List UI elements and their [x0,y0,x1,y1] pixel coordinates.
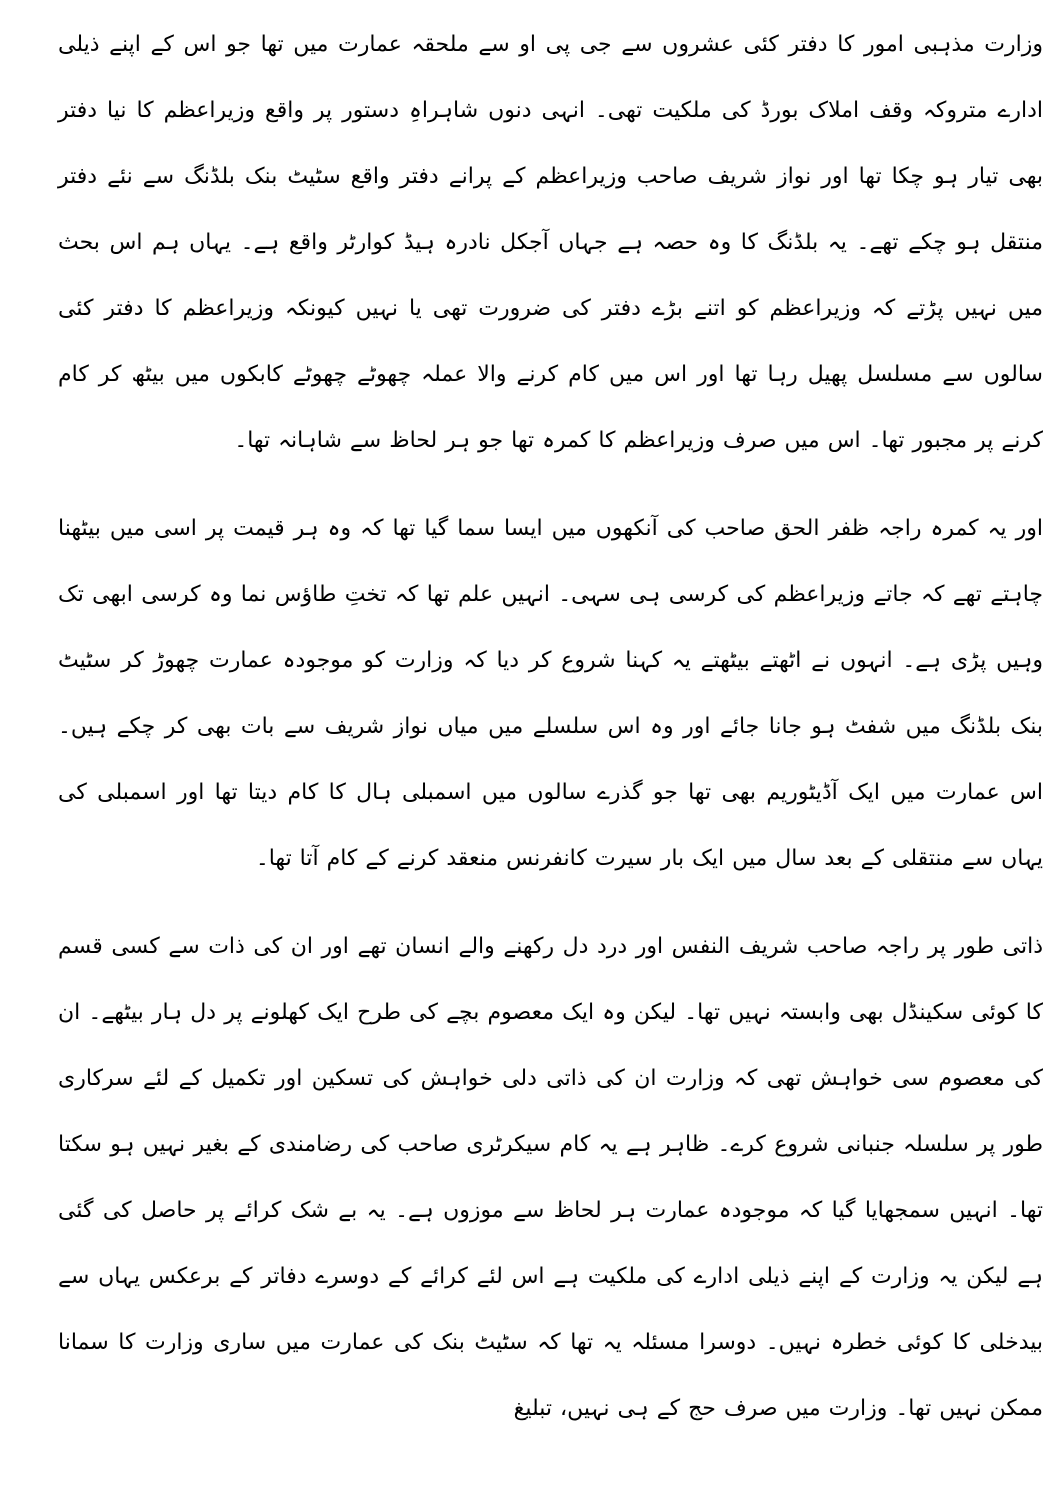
paragraph: اور یہ کمرہ راجہ ظفر الحق صاحب کی آنکھوں میں ایسا سما گیا تھا کہ وہ ہر قیمت پر اسی میں بیٹھنا چاہتے تھے کہ جاتے وزیراعظم کی کرسی ہی سہی۔ انہیں علم تھا کہ تختِ طاؤس نما وہ کرسی ابھی تک وہیں پڑی ہے۔ انہوں نے اٹھتے بیٹھتے یہ کہنا شروع کر دیا کہ وزارت کو موجودہ عمارت چھوڑ کر سٹیٹ بنک بلڈنگ میں شفٹ ہو جانا جائے اور وہ اس سلسلے میں میاں نواز شریف سے بات بھی کر چکے ہیں۔ اس عمارت میں ایک آڈیٹوریم بھی تھا جو گذرے سالوں میں اسمبلی ہال کا کام دیتا تھا اور اسمبلی کی یہاں سے منتقلی کے بعد سال میں ایک بار سیرت کانفرنس منعقد کرنے کے کام آتا تھا۔ [58,516,1043,871]
paragraph: وزارت مذہبی امور کا دفتر کئی عشروں سے جی پی او سے ملحقہ عمارت میں تھا جو اس کے اپنے ذیلی ادارے متروکہ وقف املاک بورڈ کی ملکیت تھی۔ انہی دنوں شاہراہِ دستور پر واقع وزیراعظم کا نیا دفتر بھی تیار ہو چکا تھا اور نواز شریف صاحب وزیراعظم کے پرانے دفتر واقع سٹیٹ بنک بلڈنگ سے نئے دفتر منتقل ہو چکے تھے۔ یہ بلڈنگ کا وہ حصہ ہے جہاں آجکل نادرہ ہیڈ کوارٹر واقع ہے۔ یہاں ہم اس بحث میں نہیں پڑتے کہ وزیراعظم کو اتنے بڑے دفتر کی ضرورت تھی یا نہیں کیونکہ وزیراعظم کا دفتر کئی سالوں سے مسلسل پھیل رہا تھا اور اس میں کام کرنے والا عملہ چھوٹے چھوٹے کابکوں میں بیٹھ کر کام کرنے پر مجبور تھا۔ اس میں صرف وزیراعظم کا کمرہ تھا جو ہر لحاظ سے شاہانہ تھا۔ [58,32,1043,453]
paragraph: ذاتی طور پر راجہ صاحب شریف النفس اور درد دل رکھنے والے انسان تھے اور ان کی ذات سے کسی قسم کا کوئی سکینڈل بھی وابستہ نہیں تھا۔ لیکن وہ ایک معصوم بچے کی طرح ایک کھلونے پر دل ہار بیٹھے۔ ان کی معصوم سی خواہش تھی کہ وزارت ان کی ذاتی دلی خواہش کی تسکین اور تکمیل کے لئے سرکاری طور پر سلسلہ جنبانی شروع کرے۔ ظاہر ہے یہ کام سیکرٹری صاحب کی رضامندی کے بغیر نہیں ہو سکتا تھا۔ انہیں سمجھایا گیا کہ موجودہ عمارت ہر لحاظ سے موزوں ہے۔ یہ بے شک کرائے پر حاصل کی گئی ہے لیکن یہ وزارت کے اپنے ذیلی ادارے کی ملکیت ہے اس لئے کرائے کے دوسرے دفاتر کے برعکس یہاں سے بیدخلی کا کوئی خطرہ نہیں۔ دوسرا مسئلہ یہ تھا کہ سٹیٹ بنک کی عمارت میں ساری وزارت کا سمانا ممکن نہیں تھا۔ وزارت میں صرف حج کے ہی نہیں، تبلیغ [58,934,1043,1421]
document-body [58,12,1043,1442]
